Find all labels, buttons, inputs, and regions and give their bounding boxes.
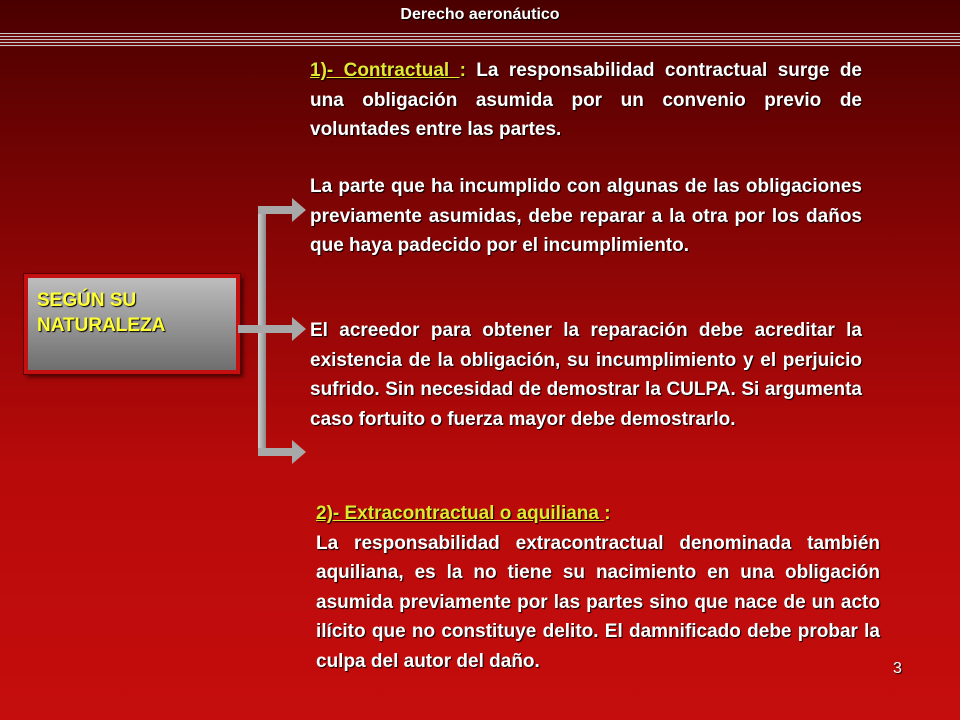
section2-heading: 2)- Extracontractual o aquiliana [316, 503, 605, 524]
section1-heading: 1)- Contractual [310, 60, 460, 81]
category-label-line2: NATURALEZA [37, 315, 166, 336]
category-box [24, 274, 240, 374]
section1-heading-colon: : [459, 60, 466, 81]
header-divider-lines [0, 33, 960, 47]
section1-paragraph3 [310, 316, 862, 434]
arrow-top-head [292, 198, 306, 222]
arrow-bottom-shaft [258, 448, 294, 456]
arrow-middle-head [292, 317, 306, 341]
bracket-connector [238, 192, 308, 468]
section1-intro [310, 56, 862, 145]
arrow-middle-shaft [258, 325, 294, 333]
slide-header-title: Derecho aeronáutico [400, 6, 560, 23]
section2-body-text: La responsabilidad extracontractual denominada también aquiliana, es la no tiene su nacimiento en una obligación asumida previamente por las partes sino que nace de un acto ilícito que no constituye delito. El damnificado debe probar la culpa del autor del daño. [316, 532, 880, 672]
section2 [316, 499, 880, 676]
page-number: 3 [893, 660, 902, 677]
section1-intro-text: La responsabilidad contractual surge de una obligación asumida por un convenio previo de voluntades entre las partes. [310, 60, 862, 140]
section2-heading-colon: : [604, 503, 611, 524]
arrow-top-shaft [258, 206, 294, 214]
section1-paragraph2-text: La parte que ha incumplido con algunas de las obligaciones previamente asumidas, debe reparar a la otra por los daños que haya padecido por el incumplimiento. [310, 176, 862, 256]
section1-paragraph3-text: El acreedor para obtener la reparación debe acreditar la existencia de la obligación, su incumplimiento y el perjuicio sufrido. Sin necesidad de demostrar la CULPA. Si argumenta caso fortuito o fuerza mayor debe demostrarlo. [310, 320, 862, 430]
section1-paragraph2 [310, 172, 862, 261]
arrow-bottom-head [292, 440, 306, 464]
category-label-line1: SEGÚN SU [37, 290, 137, 311]
